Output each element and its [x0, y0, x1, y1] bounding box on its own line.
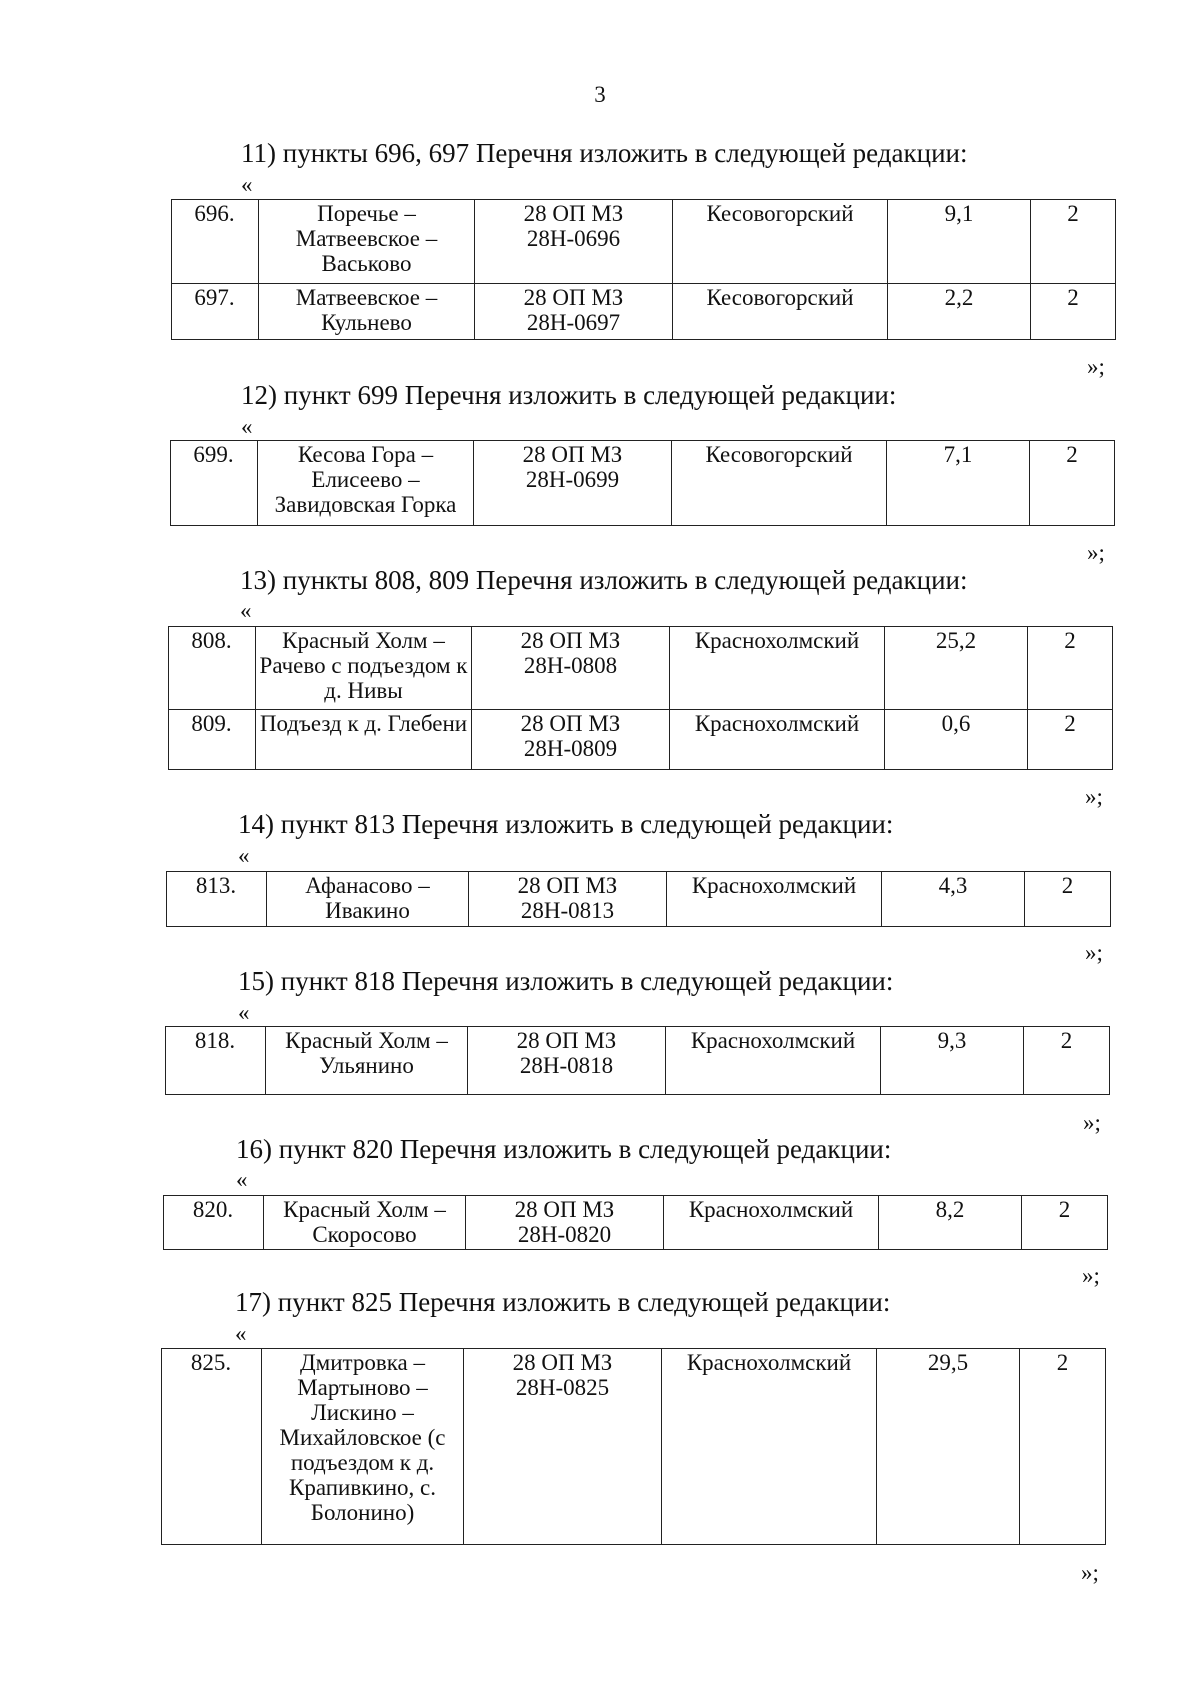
open-quote: « [238, 843, 250, 868]
open-quote: « [238, 1000, 250, 1025]
open-quote: « [240, 598, 252, 623]
item-number: 818. [166, 1027, 266, 1095]
road-length: 9,1 [888, 200, 1031, 284]
item-number: 699. [171, 441, 258, 526]
item-number: 696. [172, 200, 259, 284]
road-name: Красный Холм – Скоросово [264, 1196, 466, 1250]
section-heading: 12) пункт 699 Перечня изложить в следующей редакции: [241, 380, 897, 410]
close-quote: »; [1083, 1110, 1101, 1135]
road-code: 28 ОП МЗ 28Н-0697 [475, 284, 673, 340]
road-length: 8,2 [879, 1196, 1022, 1250]
table-row [171, 441, 1115, 526]
close-quote: »; [1081, 1560, 1099, 1585]
road-name: Дмитровка – Мартыново – Лискино – Михайловское (с подъездом к д. Крапивкино, с. Болонино) [262, 1349, 464, 1545]
section-heading: 17) пункт 825 Перечня изложить в следующей редакции: [235, 1287, 891, 1317]
road-name: Афанасово – Ивакино [267, 872, 469, 927]
district: Кесовогорский [673, 200, 888, 284]
amendment-table [163, 1195, 1108, 1250]
amendment-table [166, 871, 1111, 927]
item-number: 809. [169, 710, 256, 770]
district: Краснохолмский [667, 872, 882, 927]
road-length: 2,2 [888, 284, 1031, 340]
road-code: 28 ОП МЗ 28Н-0696 [475, 200, 673, 284]
road-category: 2 [1031, 200, 1116, 284]
road-code: 28 ОП МЗ 28Н-0818 [468, 1027, 666, 1095]
close-quote: »; [1087, 540, 1105, 565]
road-category: 2 [1024, 1027, 1110, 1095]
road-code: 28 ОП МЗ 28Н-0699 [474, 441, 672, 526]
amendment-table [168, 626, 1113, 770]
item-number: 808. [169, 627, 256, 710]
road-length: 25,2 [885, 627, 1028, 710]
road-length: 4,3 [882, 872, 1025, 927]
close-quote: »; [1085, 940, 1103, 965]
district: Краснохолмский [670, 710, 885, 770]
road-code: 28 ОП МЗ 28Н-0820 [466, 1196, 664, 1250]
page-number: 3 [594, 82, 606, 107]
section-heading: 16) пункт 820 Перечня изложить в следующей редакции: [236, 1134, 892, 1164]
district: Краснохолмский [662, 1349, 877, 1545]
amendment-table [161, 1348, 1106, 1545]
road-code: 28 ОП МЗ 28Н-0808 [472, 627, 670, 710]
road-category: 2 [1025, 872, 1111, 927]
road-name: Красный Холм – Ульянино [266, 1027, 468, 1095]
road-category: 2 [1028, 627, 1113, 710]
road-category: 2 [1020, 1349, 1106, 1545]
road-name: Красный Холм – Рачево с подъездом к д. Нивы [256, 627, 472, 710]
road-category: 2 [1030, 441, 1115, 526]
road-name: Матвеевское – Кульнево [259, 284, 475, 340]
close-quote: »; [1085, 784, 1103, 809]
road-length: 7,1 [887, 441, 1030, 526]
section-heading: 13) пункты 808, 809 Перечня изложить в следующей редакции: [240, 565, 968, 595]
section-heading: 15) пункт 818 Перечня изложить в следующей редакции: [238, 966, 894, 996]
district: Кесовогорский [673, 284, 888, 340]
item-number: 825. [162, 1349, 262, 1545]
road-length: 9,3 [881, 1027, 1024, 1095]
open-quote: « [235, 1321, 247, 1346]
amendment-table [170, 440, 1115, 526]
road-code: 28 ОП МЗ 28Н-0813 [469, 872, 667, 927]
amendment-table [171, 199, 1116, 340]
district: Краснохолмский [666, 1027, 881, 1095]
road-name: Кесова Гора – Елисеево – Завидовская Горка [258, 441, 474, 526]
district: Краснохолмский [670, 627, 885, 710]
open-quote: « [236, 1167, 248, 1192]
road-name: Подъезд к д. Глебени [256, 710, 472, 770]
open-quote: « [241, 414, 253, 439]
item-number: 813. [167, 872, 267, 927]
close-quote: »; [1087, 354, 1105, 379]
item-number: 697. [172, 284, 259, 340]
table-row [164, 1196, 1108, 1250]
road-category: 2 [1028, 710, 1113, 770]
open-quote: « [241, 172, 253, 197]
section-heading: 11) пункты 696, 697 Перечня изложить в следующей редакции: [241, 138, 968, 168]
amendment-table [165, 1026, 1110, 1095]
section-heading: 14) пункт 813 Перечня изложить в следующей редакции: [238, 809, 894, 839]
table-row [169, 710, 1113, 770]
table-row [162, 1349, 1106, 1545]
road-length: 0,6 [885, 710, 1028, 770]
close-quote: »; [1082, 1263, 1100, 1288]
table-row [172, 200, 1116, 284]
table-row [172, 284, 1116, 340]
road-name: Поречье – Матвеевское – Васьково [259, 200, 475, 284]
item-number: 820. [164, 1196, 264, 1250]
district: Краснохолмский [664, 1196, 879, 1250]
table-row [166, 1027, 1110, 1095]
district: Кесовогорский [672, 441, 887, 526]
road-code: 28 ОП МЗ 28Н-0825 [464, 1349, 662, 1545]
table-row [167, 872, 1111, 927]
road-category: 2 [1022, 1196, 1108, 1250]
road-length: 29,5 [877, 1349, 1020, 1545]
table-row [169, 627, 1113, 710]
road-code: 28 ОП МЗ 28Н-0809 [472, 710, 670, 770]
road-category: 2 [1031, 284, 1116, 340]
